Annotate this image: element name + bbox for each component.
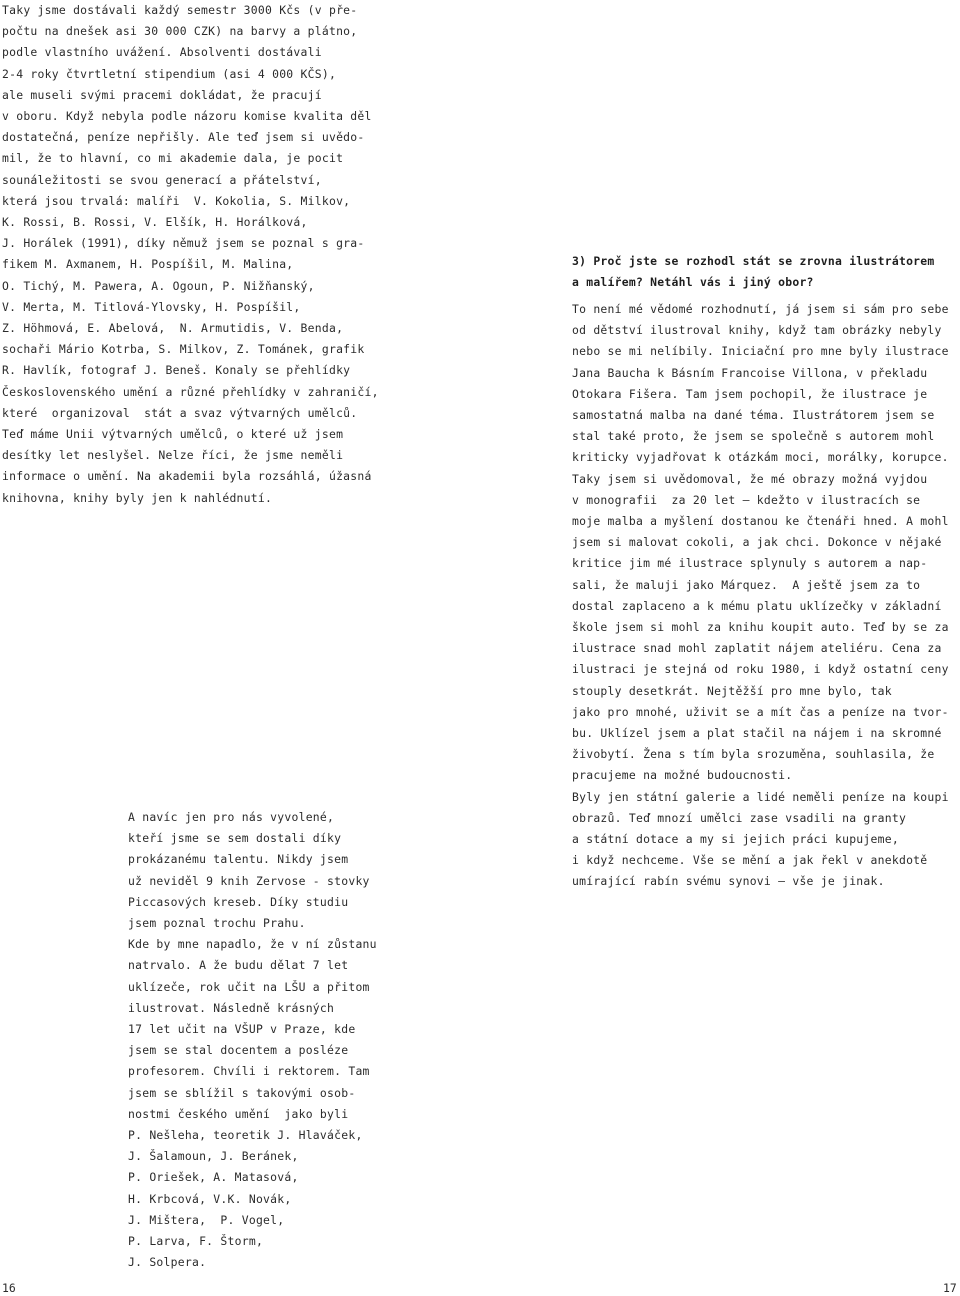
text-line: H. Krbcová, V.K. Novák, — [128, 1191, 292, 1206]
text-line: která jsou trvalá: malíři V. Kokolia, S. Milkov, — [2, 193, 351, 208]
text-line: 17 let učit na VŠUP v Praze, kde — [128, 1022, 356, 1037]
middle-column-text — [128, 807, 377, 1273]
text-line: Piccasových kreseb. Díky studiu — [128, 894, 349, 909]
text-line: mil, že to hlavní, co mi akademie dala, je pocit — [2, 151, 344, 166]
text-line: Taky jsme dostávali každý semestr 3000 Kčs (v pře- — [2, 3, 358, 17]
text-line: které organizoval stát a svaz výtvarných umělců. — [2, 405, 358, 420]
text-line: J. Šalamoun, J. Beránek, — [128, 1149, 299, 1164]
text-line: 2-4 roky čtvrtletní stipendium (asi 4 000 KČS), — [2, 66, 337, 81]
text-line: V. Merta, M. Titlová-Ylovsky, H. Pospíšil, — [2, 299, 301, 314]
text-line: ilustraci je stejná od roku 1980, i když ostatní ceny — [572, 662, 949, 677]
text-line: To není mé vědomé rozhodnutí, já jsem si sám pro sebe — [572, 302, 949, 316]
text-line: informace o umění. Na akademii byla rozsáhlá, úžasná — [2, 469, 372, 484]
text-line: P. Oriešek, A. Matasová, — [128, 1170, 299, 1185]
page-number-left: 16 — [2, 1281, 16, 1295]
text-line: jsem se stal docentem a posléze — [128, 1043, 349, 1058]
text-line: kteří jsme se sem dostali díky — [128, 831, 342, 846]
text-line: dostatečná, peníze nepřišly. Ale teď jsem si uvědo- — [2, 130, 365, 145]
text-line: moje malba a myšlení dostanou ke čtenáři hned. A mohl — [572, 514, 949, 529]
text-line: bu. Uklízel jsem a plat stačil na nájem i na skromné — [572, 726, 942, 741]
text-line: sali, že maluji jako Márquez. A ještě jsem za to — [572, 577, 921, 592]
text-line: Teď máme Unii výtvarných umělců, o které už jsem — [2, 427, 344, 442]
text-line: samostatná malba na dané téma. Ilustrátorem jsem se — [572, 408, 935, 423]
text-line: prokázanému talentu. Nikdy jsem — [128, 852, 349, 867]
text-line: dostal zaplaceno a k mému platu uklízečky v základní — [572, 598, 942, 613]
question-line: a malířem? Netáhl vás i jiný obor? — [572, 275, 814, 290]
text-line: ale museli svými pracemi dokládat, že pracují — [2, 87, 322, 102]
text-line: od dětství ilustroval knihy, když tam obrázky nebyly — [572, 323, 942, 338]
text-line: stal také proto, že jsem se společně s autorem mohl — [572, 429, 935, 444]
text-line: podle vlastního uvážení. Absolventi dostávali — [2, 45, 322, 60]
text-line: desítky let neslyšel. Nelze říci, že jsme neměli — [2, 448, 344, 463]
text-line: jako pro mnohé, uživit se a mít čas a peníze na tvor- — [572, 704, 949, 719]
text-line: kritice jim mé ilustrace splynuly s autorem a nap- — [572, 556, 928, 571]
text-line: profesorem. Chvíli i rektorem. Tam — [128, 1064, 370, 1079]
question-line: 3) Proč jste se rozhodl stát se zrovna ilustrátorem — [572, 254, 935, 268]
text-line: ilustrace snad mohl zaplatit nájem ateliéru. Cena za — [572, 641, 942, 656]
text-line: stouply desetkrát. Nejtěžší pro mne bylo, tak — [572, 683, 892, 698]
text-line: J. Mištera, P. Vogel, — [128, 1212, 285, 1227]
text-line: O. Tichý, M. Pawera, A. Ogoun, P. Nižňanský, — [2, 278, 315, 293]
text-line: Byly jen státní galerie a lidé neměli peníze na koupi — [572, 789, 949, 804]
text-line: pracujeme na možné budoucnosti. — [572, 768, 793, 783]
page-number-right: 17 — [943, 1281, 957, 1295]
text-line: Taky jsem si uvědomoval, že mé obrazy možná vyjdou — [572, 471, 928, 486]
text-line: nostmi českého umění jako byli — [128, 1106, 349, 1121]
question-heading — [572, 251, 935, 293]
text-line: K. Rossi, B. Rossi, V. Elšík, H. Horálková, — [2, 215, 308, 230]
text-line: ilustrovat. Následně krásných — [128, 1000, 335, 1015]
text-line: A navíc jen pro nás vyvolené, — [128, 810, 335, 824]
text-line: Otokara Fišera. Tam jsem pochopil, že ilustrace je — [572, 386, 928, 401]
text-line: už neviděl 9 knih Zervose - stovky — [128, 873, 370, 888]
text-line: živobytí. Žena s tím byla srozuměna, souhlasila, že — [572, 747, 935, 762]
text-line: i když nechceme. Vše se mění a jak řekl v anekdotě — [572, 853, 928, 868]
text-line: jsem si malovat cokoli, a jak chci. Dokonce v nějaké — [572, 535, 942, 550]
text-line: uklízeče, rok učit na LŠU a přitom — [128, 979, 370, 994]
text-line: v monografii za 20 let – kdežto v ilustracích se — [572, 492, 921, 507]
text-line: natrvalo. A že budu dělat 7 let — [128, 958, 349, 973]
text-line: Z. Höhmová, E. Abelová, N. Armutidis, V. Benda, — [2, 321, 344, 336]
text-line: obrazů. Teď mnozí umělci zase vsadili na granty — [572, 810, 907, 825]
text-line: J. Horálek (1991), díky němuž jsem se poznal s gra- — [2, 236, 365, 251]
text-line: P. Nešleha, teoretik J. Hlaváček, — [128, 1128, 363, 1143]
text-line: jsem se sblížil s takovými osob- — [128, 1085, 356, 1100]
text-line: Jana Baucha k Básním Francoise Villona, v překladu — [572, 365, 928, 380]
text-line: nebo se mi nelíbily. Iniciační pro mne byly ilustrace — [572, 344, 949, 359]
text-line: sochaři Mário Kotrba, S. Milkov, Z. Tománek, grafik — [2, 342, 365, 357]
text-line: Kde by mne napadlo, že v ní zůstanu — [128, 937, 377, 952]
right-column-text — [572, 299, 949, 893]
text-line: umírající rabín svému synovi – vše je jinak. — [572, 874, 885, 889]
text-line: J. Solpera. — [128, 1255, 207, 1270]
text-line: Československého umění a různé přehlídky v zahraničí, — [2, 384, 379, 399]
left-column-text — [2, 0, 379, 509]
text-line: knihovna, knihy byly jen k nahlédnutí. — [2, 490, 273, 505]
text-line: kriticky vyjadřovat k otázkám moci, morálky, korupce. — [572, 450, 949, 465]
text-line: R. Havlík, fotograf J. Beneš. Konaly se přehlídky — [2, 363, 351, 378]
text-line: škole jsem si mohl za knihu koupit auto. Teď by se za — [572, 620, 949, 635]
text-line: počtu na dnešek asi 30 000 CZK) na barvy a plátno, — [2, 24, 358, 39]
text-line: sounáležitosti se svou generací a přátelství, — [2, 172, 322, 187]
text-line: a státní dotace a my si jejich práci kupujeme, — [572, 832, 899, 847]
text-line: P. Larva, F. Štorm, — [128, 1234, 264, 1249]
text-line: v oboru. Když nebyla podle názoru komise kvalita děl — [2, 109, 372, 124]
text-line: fikem M. Axmanem, H. Pospíšil, M. Malina, — [2, 257, 294, 272]
text-line: jsem poznal trochu Prahu. — [128, 916, 306, 931]
